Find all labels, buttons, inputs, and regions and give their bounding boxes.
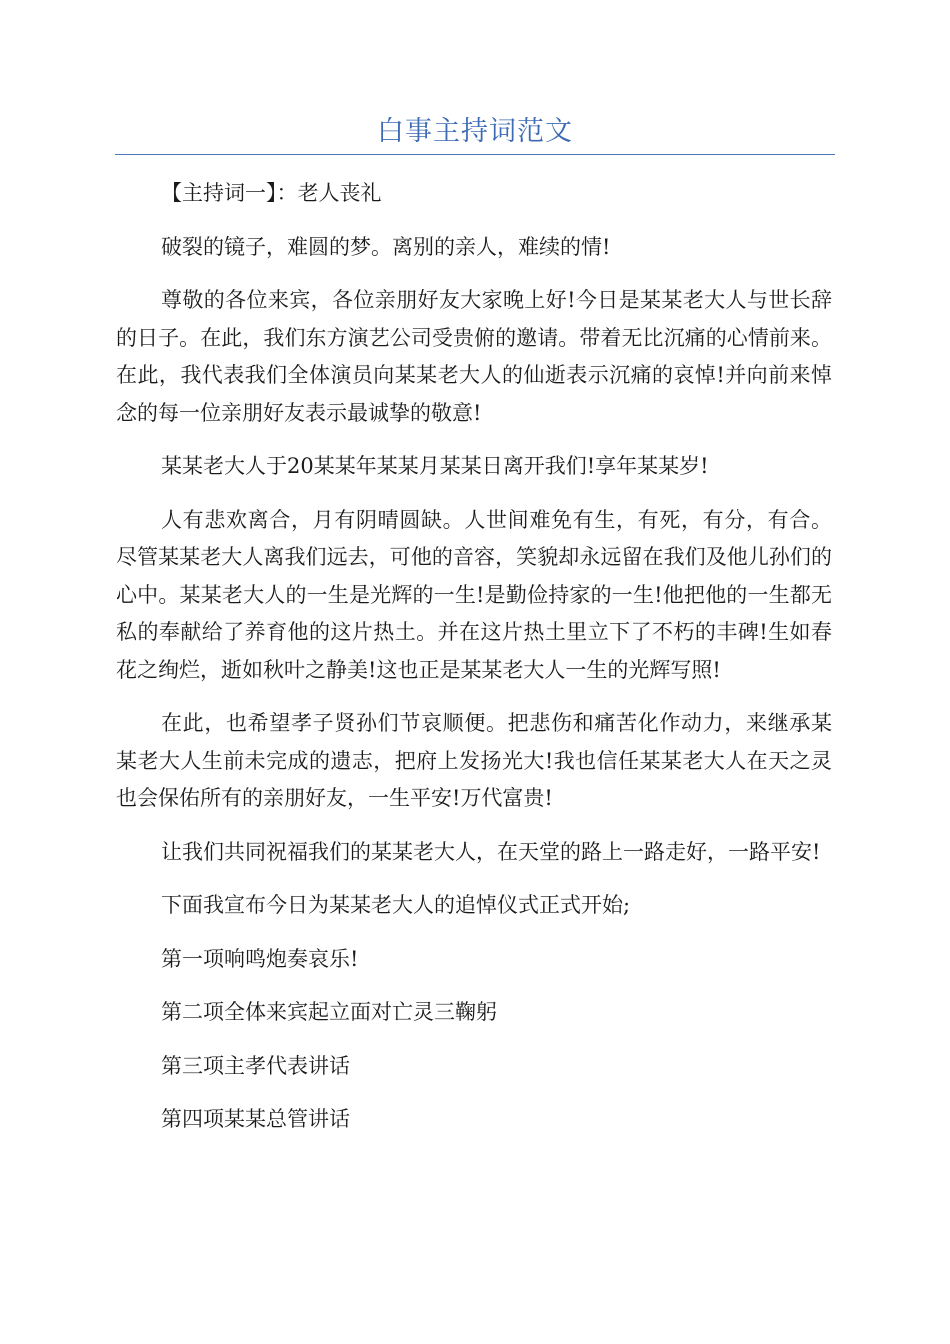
paragraph: 尊敬的各位来宾，各位亲朋好友大家晚上好!今日是某某老大人与世长辞的日子。在此，我们东方演艺公司受贵俯的邀请。带着无比沉痛的心情前来。在此，我代表我们全体演员向某某老大人的仙逝表示沉痛的哀悼!并向前来悼念的每一位亲朋好友表示最诚挚的敬意! bbox=[116, 288, 832, 425]
paragraph: 在此，也希望孝子贤孙们节哀顺便。把悲伤和痛苦化作动力，来继承某某老大人生前未完成的遗志，把府上发扬光大!我也信任某某老大人在天之灵也会保佑所有的亲朋好友，一生平安!万代富贵! bbox=[116, 711, 832, 810]
paragraph: 某某老大人于20某某年某某月某某日离开我们!享年某某岁! bbox=[161, 454, 709, 478]
paragraph-heading: 【主持词一】：老人丧礼 bbox=[161, 181, 382, 205]
document-body bbox=[116, 175, 832, 1155]
ceremony-item: 第一项响鸣炮奏哀乐! bbox=[161, 946, 359, 971]
paragraph: 下面我宣布今日为某某老大人的追悼仪式正式开始; bbox=[161, 893, 631, 917]
paragraph: 人有悲欢离合，月有阴晴圆缺。人世间难免有生，有死，有分，有合。尽管某某老大人离我们远去，可他的音容，笑貌却永远留在我们及他儿孙们的心中。某某老大人的一生是光辉的一生!是勤俭持家的一生!他把他的一生都无私的奉献给了养育他的这片热土。并在这片热土里立下了不朽的丰碑!生如春花之绚烂，逝如秋叶之静美!这也正是某某老大人一生的光辉写照! bbox=[116, 507, 832, 682]
page-title: 白事主持词范文 bbox=[377, 116, 573, 147]
ceremony-item: 第二项全体来宾起立面对亡灵三鞠躬 bbox=[161, 1000, 497, 1024]
ceremony-item: 第三项主孝代表讲话 bbox=[161, 1053, 350, 1078]
ceremony-item: 第四项某某总管讲话 bbox=[161, 1107, 350, 1131]
paragraph: 让我们共同祝福我们的某某老大人，在天堂的路上一路走好，一路平安! bbox=[161, 839, 821, 864]
title-underline bbox=[115, 154, 835, 155]
paragraph: 破裂的镜子，难圆的梦。离别的亲人，难续的情! bbox=[161, 234, 611, 259]
